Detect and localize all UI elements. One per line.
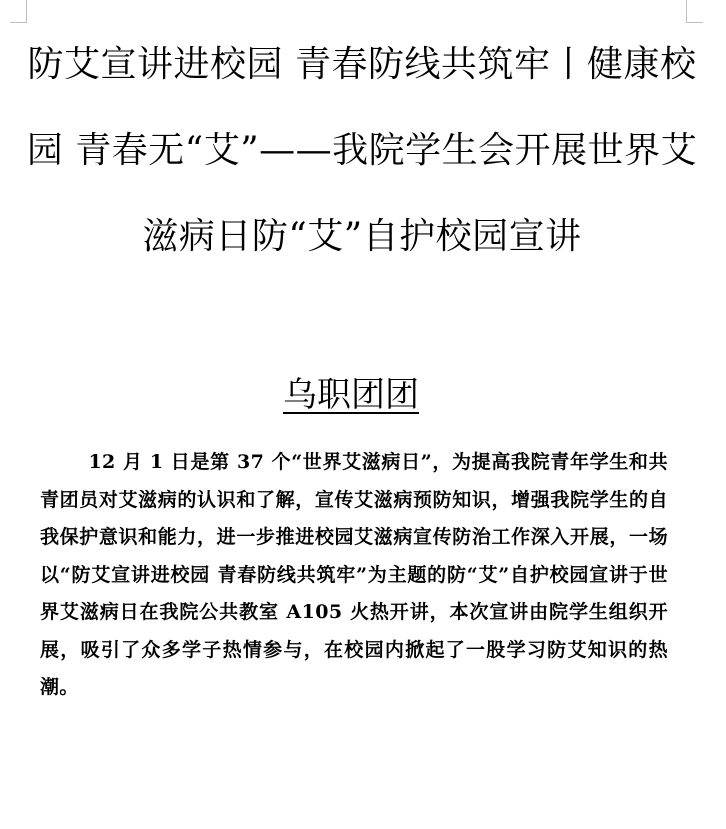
article-title: 防艾宣讲进校园 青春防线共筑牢丨健康校园 青春无“艾”——我院学生会开展世界艾滋病日防“艾”自护校园宣讲 bbox=[26, 44, 698, 257]
article-paragraph: 12 月 1 日是第 37 个“世界艾滋病日”，为提高我院青年学生和共青团员对艾滋病的认识和了解，宣传艾滋病预防知识，增强我院学生的自我保护意识和能力，进一步推进校园艾滋病宣传防治工作深入开展，一场以“防艾宣讲进校园 青春防线共筑牢”为主题的防“艾”自护校园宣讲于世界艾滋病日在我院公共教室 A105 火热开讲，本次宣讲由院学生组织开展，吸引了众多学子热情参与，在校园内掀起了一股学习防艾知识的热潮。 bbox=[40, 451, 668, 698]
author-name: 乌职团团 bbox=[283, 375, 419, 415]
page-corner-mark-right bbox=[686, 0, 703, 23]
article-author bbox=[0, 365, 702, 425]
page-corner-mark-left bbox=[10, 0, 27, 23]
